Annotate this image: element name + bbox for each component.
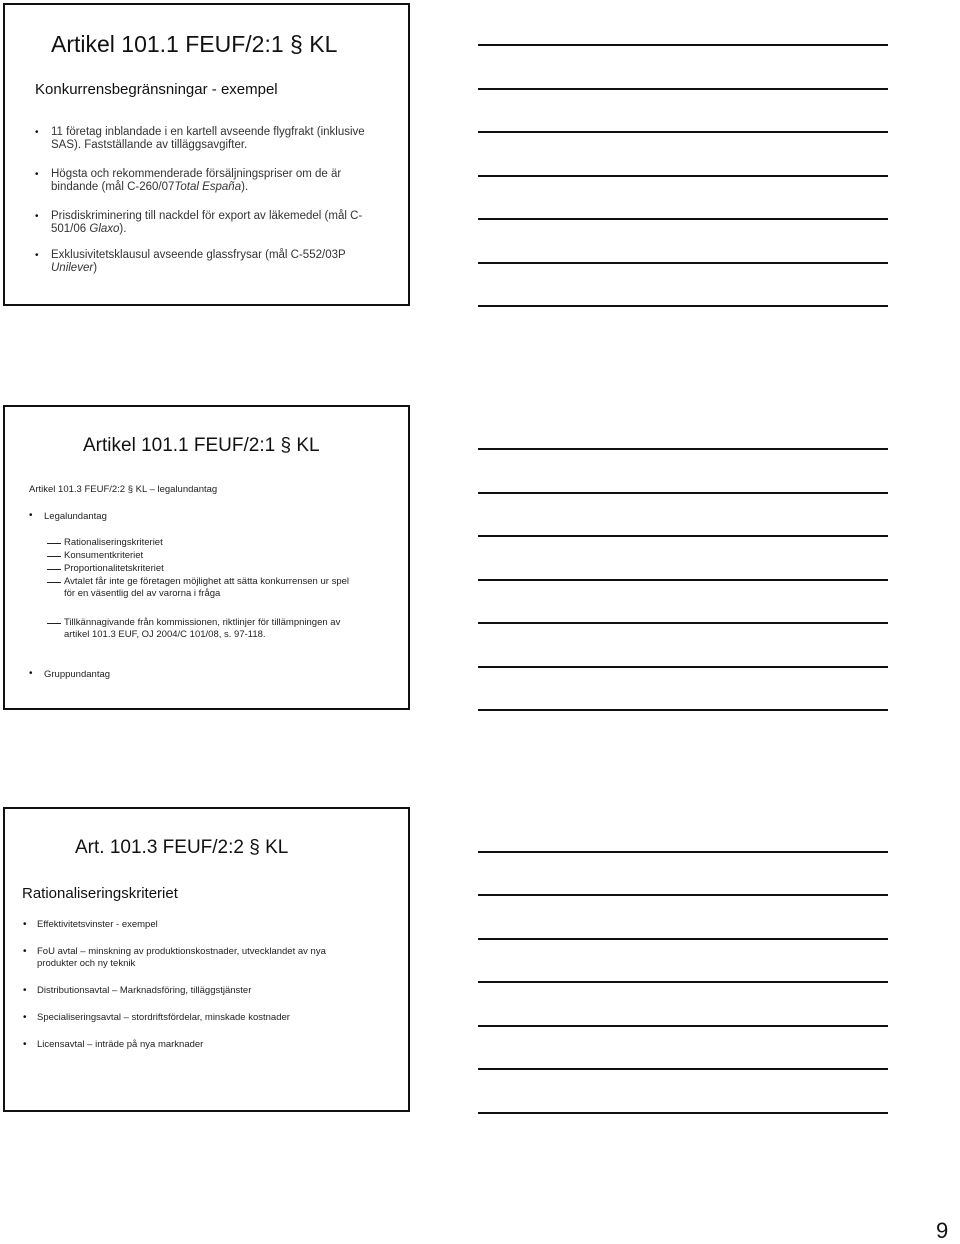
bullet-span: 501/06 [51,223,90,235]
bullet-dot: • [35,211,39,222]
note-line [478,981,888,983]
note-line [478,851,888,853]
bullet-line: 11 företag inblandade i en kartell avseende flygfrakt (inklusive [51,126,365,138]
slide-title: Artikel 101.1 FEUF/2:1 § KL [83,435,320,456]
slide-2 [3,405,410,710]
note-line [478,622,888,624]
bullet-line [51,262,346,275]
slide-title: Artikel 101.1 FEUF/2:1 § KL [51,31,338,57]
dash-marker [47,543,61,544]
note-line [478,894,888,896]
bullet-span: ). [241,181,249,193]
dash-marker [47,582,61,583]
note-line [478,1068,888,1070]
bullet-text [51,210,362,236]
slide-subtitle: Artikel 101.3 FEUF/2:2 § KL – legalundantag [29,484,218,495]
bullet-dot: • [23,1039,27,1050]
note-line [478,175,888,177]
subitem-text: Konsumentkriteriet [64,550,144,561]
bullet-dot: • [23,985,27,996]
page-number: 9 [936,1218,949,1243]
subitem-text: Rationaliseringskriteriet [64,537,163,548]
slide-subtitle: Rationaliseringskriteriet [22,885,178,902]
bullet-text [51,168,341,194]
bullet-dot: • [35,169,39,180]
bullet-dot: • [35,127,39,138]
note-line [478,262,888,264]
bullet-text: Specialiseringsavtal – stordriftsfördelar, minskade kostnader [37,1012,290,1023]
bullet-text: Effektivitetsvinster - exempel [37,919,158,930]
note-line [478,44,888,46]
bullet-text: Gruppundantag [44,669,111,680]
bullet-line [51,181,341,194]
bullet-line: Exklusivitetsklausul avseende glassfrysar (mål C-552/03P [51,249,346,261]
bullet-span: ) [93,262,98,274]
case-name: Total España [174,181,242,193]
slide-title: Art. 101.3 FEUF/2:2 § KL [75,837,289,858]
subitem-text: Avtalet får inte ge företagen möjlighet att sätta konkurrensen ur spel [64,576,349,587]
bullet-text: Licensavtal – inträde på nya marknader [37,1039,204,1050]
bullet-dot: • [23,946,27,957]
bullet-text: Distributionsavtal – Marknadsföring, tilläggstjänster [37,985,252,996]
bullet-dot: • [29,510,33,521]
note-line [478,709,888,711]
note-line [478,305,888,307]
note-line [478,579,888,581]
subitem-text: Tillkännagivande från kommissionen, riktlinjer för tillämpningen av [64,617,341,628]
note-line [478,535,888,537]
note-line [478,448,888,450]
bullet-text: FoU avtal – minskning av produktionskostnader, utvecklandet av nya [37,946,326,957]
bullet-text: produkter och ny teknik [37,958,136,969]
subitem-text: Proportionalitetskriteriet [64,563,164,574]
note-line [478,88,888,90]
bullet-dot: • [23,919,27,930]
case-name: Glaxo [89,223,120,235]
note-line [478,666,888,668]
note-line [478,218,888,220]
bullet-line: SAS). Fastställande av tilläggsavgifter. [51,139,248,151]
dash-marker [47,556,61,557]
note-line [478,492,888,494]
bullet-text [51,126,365,152]
dash-marker [47,569,61,570]
note-line [478,131,888,133]
slide-1 [3,3,410,306]
slide-subtitle: Konkurrensbegränsningar - exempel [35,81,278,98]
note-line [478,938,888,940]
bullet-text [51,249,346,275]
bullet-line: Prisdiskriminering till nackdel för export av läkemedel (mål C- [51,210,363,222]
subitem-text: artikel 101.3 EUF, OJ 2004/C 101/08, s. 97-118. [64,629,266,640]
dash-marker [47,623,61,624]
note-line [478,1112,888,1114]
bullet-span: bindande (mål C-260/07 [51,181,175,193]
bullet-dot: • [35,250,39,261]
bullet-text: Legalundantag [44,511,107,522]
bullet-dot: • [29,668,33,679]
bullet-dot: • [23,1012,27,1023]
case-name: Unilever [51,262,94,274]
subitem-text: för en väsentlig del av varorna i fråga [64,588,221,599]
bullet-span: ). [119,223,127,235]
bullet-line: Högsta och rekommenderade försäljningspriser om de är [51,168,342,180]
slide-3 [3,807,410,1112]
note-line [478,1025,888,1027]
bullet-line [51,223,362,236]
